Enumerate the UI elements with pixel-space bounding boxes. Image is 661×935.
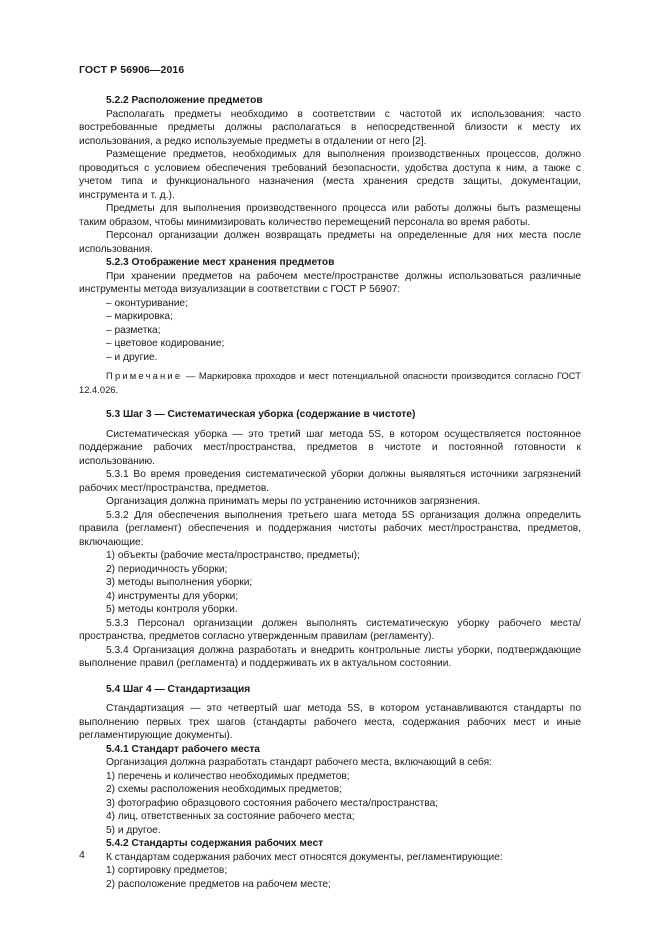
paragraph: Стандартизация — это четвертый шаг метода 5S, в котором устанавливаются стандарты по выполнению первых трех шагов (стандарты рабочего места, содержания рабочих мест и иные регламентирующие документы). [79,703,581,741]
list-item: 1) перечень и количество необходимых предметов; [106,770,350,782]
section-5-4-1-title: 5.4.1 Стандарт рабочего места [106,743,260,755]
paragraph: Организация должна принимать меры по устранению источников загрязнения. [106,496,481,507]
paragraph: Располагать предметы необходимо в соответствии с частотой их использования: часто востребованные предметы должны располагаться в непосредственной близости к месту их использования, а редко используемые предметы в отдалении от него [2]. [79,108,581,147]
note-text: — Маркировка проходов и мест потенциальной опасности производится согласно ГОСТ 12.4.026. [79,370,581,395]
list-item: – маркировка; [106,311,173,322]
page-body [79,94,581,891]
paragraph: Систематическая уборка — это третий шаг метода 5S, в котором осуществляется постоянное поддержание рабочих мест/пространства, предметов в чистоте и постоянной готовности к использованию. [79,428,581,467]
section-5-3-title: 5.3 Шаг 3 — Систематическая уборка (содержание в чистоте) [106,409,416,420]
list-item: 4) лиц, ответственных за состояние рабочего места; [106,811,355,822]
list-item: 5) методы контроля уборки. [106,604,238,615]
paragraph: Организация должна разработать стандарт рабочего места, включающий в себя: [106,757,492,768]
list-item: – цветовое кодирование; [106,338,225,349]
list-item: 2) периодичность уборки; [106,563,228,575]
paragraph: 5.3.3 Персонал организации должен выполнять систематическую уборку рабочего места/пространства, предметов согласно утвержденным правилам (регламенту). [79,617,581,642]
list-item: 2) схемы расположения необходимых предметов; [106,784,343,795]
list-item: 3) фотографию образцового состояния рабочего места/пространства; [106,797,439,809]
paragraph: 5.3.4 Организация должна разработать и внедрить контрольные листы уборки, подтверждающие выполнение правил (регламента) и поддерживать их в актуальном состоянии. [79,644,581,669]
list-item: 1) объекты (рабочие места/пространство, предметы); [106,550,360,561]
paragraph: Размещение предметов, необходимых для выполнения производственных процессов, должно проводиться с условием обеспечения требований безопасности, удобства доступа к ним, а также с учетом типа и функционального назначения (места хранения средств защиты, документации, инструмента и т. д.). [79,149,581,201]
paragraph: 5.3.2 Для обеспечения выполнения третьего шага метода 5S организация должна определить правила (регламент) обеспечения и поддержания чистоты рабочих мест/пространства, предметов, включающие: [79,509,581,548]
list-item: – и другие. [106,351,158,363]
list-item: 5) и другое. [106,824,161,836]
section-5-4-2-title: 5.4.2 Стандарты содержания рабочих мест [106,838,324,849]
note [79,369,581,396]
section-5-2-2-title: 5.2.2 Расположение предметов [106,95,263,106]
page-number: 4 [79,849,85,861]
list-item: 1) сортировку предметов; [106,865,228,876]
paragraph: Персонал организации должен возвращать предметы на определенные для них места после использования. [79,230,581,255]
note-label: Примечание [106,370,183,381]
list-item: – разметка; [106,324,161,336]
section-5-4-title: 5.4 Шаг 4 — Стандартизация [106,683,251,695]
section-5-2-3-title: 5.2.3 Отображение мест хранения предметов [106,257,335,268]
paragraph: 5.3.1 Во время проведения систематической уборки должны выявляться источники загрязнений рабочих мест/пространства, предметов. [79,469,581,494]
list-item: 2) расположение предметов на рабочем месте; [106,878,331,890]
paragraph: При хранении предметов на рабочем месте/пространстве должны использоваться различные инструменты метода визуализации в соответствии с ГОСТ Р 56907: [79,270,581,295]
list-item: 4) инструменты для уборки; [106,590,239,602]
standard-header: ГОСТ Р 56906—2016 [79,64,185,76]
list-item: 3) методы выполнения уборки; [106,577,253,588]
paragraph: Предметы для выполнения производственного процесса или работы должны быть размещены таким образом, чтобы минимизировать количество перемещений персонала во время работы. [79,203,581,228]
list-item: – оконтуривание; [106,297,188,309]
paragraph: К стандартам содержания рабочих мест относятся документы, регламентирующие: [106,851,503,863]
